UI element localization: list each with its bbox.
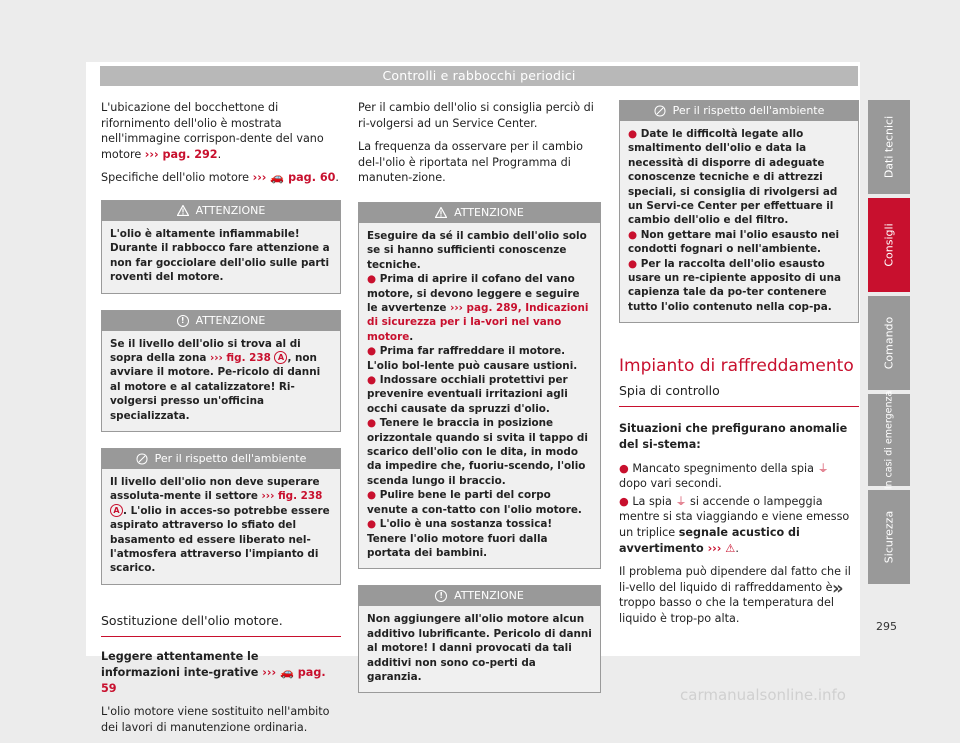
list-item: ● La spia ⏚ si accende o lampeggia mentre si sta viaggiando e viene emesso un triplice segnale acustico di avvertimento ››› ⚠.: [619, 494, 850, 555]
caution-body: Se il livello dell'olio si trova al di sopra della zona ››› fig. 238 A , non avviare il motore. Pe-ricolo di danni al motore e al catalizzatore! Ri-volgersi presso un'officina specializzata.: [102, 331, 340, 431]
figure-letter: A: [274, 351, 287, 364]
tab-consigli[interactable]: Consigli: [868, 198, 910, 292]
page-header: Controlli e rabbocchi periodici: [100, 66, 858, 86]
paragraph: Specifiche dell'olio motore ››› 🚗 pag. 60.: [101, 171, 339, 185]
warning-box: [101, 200, 341, 294]
leaf-icon: [654, 105, 666, 117]
warning-header: ATTENZIONE: [102, 201, 340, 221]
paragraph: Leggere attentamente le informazioni inte-grative ››› 🚗 pag. 59: [101, 650, 326, 695]
list-item: ● Date le difficoltà legate allo smaltimento dell'olio e data la necessità di disporre di adeguate conoscenze tecniche e di attrezzi speciali, si consiglia di rivolgersi ad un Servi-ce Center per effettuare il cambio dell'olio e del filtro.: [628, 128, 838, 227]
warning-triangle-icon: ⚠: [725, 541, 736, 555]
list-item: ● Pulire bene le parti del corpo venute a con-tatto con l'olio motore.: [367, 489, 582, 516]
warning-link[interactable]: ›››: [703, 541, 726, 555]
info-circle-icon: !: [435, 590, 447, 602]
section-heading: Sostituzione dell'olio motore.: [101, 613, 341, 638]
paragraph: Il problema può dipendere dal fatto che il li-vello del liquido di raffreddamento è troppo basso o che la temperatura del liquido è trop-po alta.: [619, 565, 851, 625]
watermark: carmanualsonline.info: [680, 686, 846, 704]
list-item: ● Non gettare mai l'olio esausto nei condotti fognari o nell'ambiente.: [628, 228, 840, 256]
caution-header: ! ATTENZIONE: [102, 311, 340, 331]
list-item: ● L'olio è una sostanza tossica! Tenere l'olio motore fuori dalla portata dei bambini.: [367, 518, 553, 559]
info-circle-icon: !: [177, 315, 189, 327]
tab-comando[interactable]: Comando: [868, 296, 910, 390]
tab-sicurezza[interactable]: Sicurezza: [868, 490, 910, 584]
list-item: ● Mancato spegnimento della spia ⏚ dopo vari secondi.: [619, 461, 829, 491]
paragraph: Situazioni che prefigurano anomalie del si-stema:: [619, 422, 848, 452]
warning-body: L'olio è altamente infiammabile! Durante il rabbocco fare attenzione a non far gocciolare dell'olio sulle parti roventi del motore.: [102, 221, 340, 293]
coolant-warning-icon: ⏚: [817, 461, 829, 475]
page-link[interactable]: ››› 🚗 pag. 60: [252, 171, 336, 185]
column-3: [619, 100, 859, 635]
paragraph: L'olio motore viene sostituito nell'ambito dei lavori di manutenzione ordinaria.: [101, 705, 330, 734]
caution-body: Non aggiungere all'olio motore alcun additivo lubrificante. Pericolo di danni al motore! I danni provocati da tali additivi non sono co-perti da garanzia.: [359, 606, 600, 692]
warning-header: ATTENZIONE: [359, 203, 600, 223]
list-item: ● Tenere le braccia in posizione orizzontale quando si svita il tappo di scarico dell'olio con le dita, in modo da impedire che, fuoriu-scendo, l'olio scenda lungo il braccio.: [367, 417, 588, 487]
warning-triangle-icon: [435, 207, 447, 218]
list-item: ● Prima di aprire il cofano del vano motore, si devono leggere e seguire le avvertenze ››› pag. 289, Indicazioni di sicurezza per i la-vori nel vano motore.: [367, 273, 589, 343]
page-link[interactable]: ››› pag. 292: [144, 147, 218, 161]
figure-letter: A: [110, 504, 123, 517]
page-number: 295: [876, 620, 897, 633]
environment-header: Per il rispetto dell'ambiente: [620, 101, 858, 121]
list-item: ● Per la raccolta dell'olio esausto usare un re-cipiente apposito di una capienza tale da po-ter contenere tutto l'olio contenuto nella cop-pa.: [628, 257, 841, 313]
environment-body: Il livello dell'olio non deve superare assoluta-mente il settore ››› fig. 238 A . L'olio in acces-so potrebbe essere aspirato attraverso lo sfiato del basamento ed essere liberato nel-l'atmosfera attraverso l'impianto di scarico.: [102, 469, 340, 584]
warning-triangle-icon: [177, 205, 189, 216]
warning-box: [358, 202, 601, 569]
environment-box: [101, 448, 341, 585]
figure-link[interactable]: ››› fig. 238: [209, 352, 271, 364]
page-link[interactable]: ››› pag. 289, Indicazioni di sicurezza per i la-vori nel vano motore: [367, 302, 589, 343]
leaf-icon: [136, 453, 148, 465]
chapter-heading: Impianto di raffreddamento: [619, 356, 854, 377]
tab-emergenza[interactable]: In casi di emergenza: [868, 394, 910, 486]
section-subheading: Spia di controllo: [619, 383, 859, 408]
environment-box: [619, 100, 859, 323]
paragraph: La frequenza da osservare per il cambio del-l'olio è riportata nel Programma di manuten-zione.: [358, 140, 583, 185]
continue-mark: »: [832, 578, 844, 599]
paragraph: L'ubicazione del bocchettone di rifornimento dell'olio è mostrata nell'immagine corrispon-dente del vano motore ››› pag. 292.: [101, 101, 324, 161]
environment-header: Per il rispetto dell'ambiente: [102, 449, 340, 469]
caution-header: ! ATTENZIONE: [359, 586, 600, 606]
coolant-warning-icon: ⏚: [675, 494, 687, 508]
warning-body: Eseguire da sé il cambio dell'olio solo se si hanno sufficienti conoscenze tecniche. ● Prima di aprire il cofano del vano motore, si devono leggere e seguire le avvertenze ››› pag. 289, Indicazioni di sicurezza per i la-vori nel vano motore. ● Prima far raffreddare il motore. L'olio bol-lente può causare ustioni. ● Indossare occhiali protettivi per prevenire eventuali irritazioni agli occhi causate da spruzzi d'olio. ● Tenere le braccia in posizione orizzontale quando si svita il tappo di scarico dell'olio con le dita, in modo da impedire che, fuoriu-scendo, l'olio scenda lungo il braccio. ● Pulire bene le parti del corpo venute a con-tatto con l'olio motore. ● L'olio è una sostanza tossica! Tenere l'olio motore fuori dalla portata dei bambini.: [359, 223, 600, 568]
list-item: ● Indossare occhiali protettivi per prevenire eventuali irritazioni agli occhi causate da spruzzi d'olio.: [367, 374, 568, 415]
page-link[interactable]: ››› 🚗 pag. 59: [101, 666, 326, 695]
environment-body: [620, 121, 858, 322]
paragraph: Per il cambio dell'olio si consiglia perciò di ri-volgersi ad un Service Center.: [358, 101, 594, 130]
column-2: [358, 100, 601, 709]
list-item: ● Prima far raffreddare il motore. L'olio bol-lente può causare ustioni.: [367, 345, 578, 372]
caution-box: [101, 310, 341, 432]
figure-link[interactable]: ››› fig. 238: [261, 490, 323, 503]
caution-box: [358, 585, 601, 693]
column-1: [101, 100, 341, 743]
tab-dati-tecnici[interactable]: Dati tecnici: [868, 100, 910, 194]
